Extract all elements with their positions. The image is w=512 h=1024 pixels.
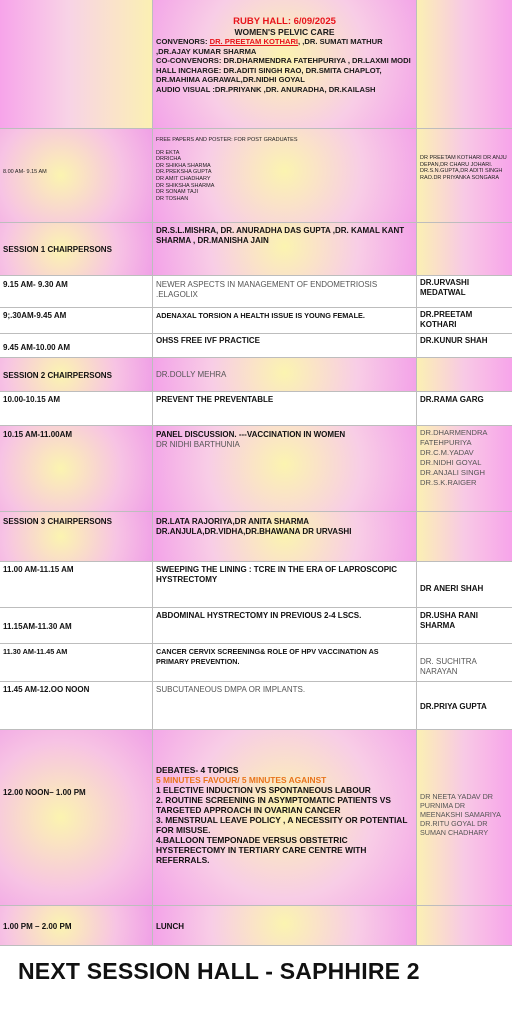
name-item: DR EKTA [156, 149, 180, 156]
co-convenors: CO-CONVENORS: DR.DHARMENDRA FATEHPURIYA , DR.LAXMI MODI [156, 56, 411, 66]
speaker-label: DR.DHARMENDRA FATEHPURIYA DR.C.M.YADAV DR.NIDHI GOYAL DR.ANJALI SINGH DR.S.K.RAIGER [420, 428, 488, 487]
time-label: 11.15AM-11.30 AM [3, 622, 72, 631]
debates-row [0, 730, 512, 906]
topic-label: PANEL DISCUSSION. ---VACCINATION IN WOMEN [156, 430, 346, 439]
topic-label: DR.LATA RAJORIYA,DR ANITA SHARMA DR.ANJULA,DR.VIDHA,DR.BHAWANA DR URVASHI [156, 517, 352, 536]
convenors: CONVENORS: DR. PREETAM KOTHARI, ,DR. SUMATI MATHUR ,DR.AJAY KUMAR SHARMA [156, 37, 383, 56]
time-label: 9;.30AM-9.45 AM [3, 311, 67, 320]
time-label: 12.00 NOON– 1.00 PM [3, 788, 86, 797]
lunch-row [0, 906, 512, 946]
name-item: DR SHIKSHA SHARMA [156, 182, 215, 189]
speaker-label: DR.KUNUR SHAH [420, 336, 488, 345]
table-row [0, 334, 512, 358]
name-item: DR TOSHAN [156, 195, 189, 202]
speaker-label: DR.PRIYA GUPTA [420, 702, 487, 711]
topic-label: PREVENT THE PREVENTABLE [156, 395, 274, 404]
table-row [0, 562, 512, 608]
table-row [0, 512, 512, 562]
time-label: 9.15 AM- 9.30 AM [3, 280, 68, 289]
table-row [0, 223, 512, 276]
header-center-cell [153, 0, 417, 128]
topic-label: SWEEPING THE LINING : TCRE IN THE ERA OF LAPROSCOPIC HYSTRECTOMY [156, 565, 398, 584]
time-label: 1.00 PM – 2.00 PM [3, 922, 72, 931]
time-label: SESSION 1 CHAIRPERSONS [3, 245, 112, 254]
topic-label: OHSS FREE IVF PRACTICE [156, 336, 261, 345]
audio-visual: AUDIO VISUAL :DR.PRIYANK ,DR. ANURADHA, DR.KAILASH [156, 84, 376, 94]
table-row [0, 608, 512, 644]
debate-topic: 1 ELECTIVE INDUCTION VS SPONTANEOUS LABOUR [156, 785, 371, 795]
header-left-cell [0, 0, 153, 128]
session-title: WOMEN'S PELVIC CARE [234, 27, 335, 37]
speaker-label: DR. SUCHITRA NARAYAN [420, 657, 477, 676]
table-row [0, 644, 512, 682]
table-row [0, 426, 512, 512]
table-row [0, 358, 512, 392]
name-item: DR SHIKHA SHARMA [156, 162, 211, 169]
name-item: DRRICHA [156, 156, 182, 163]
judges-cell [417, 129, 512, 222]
table-row [0, 308, 512, 334]
judges-list: DR PREETAM KOTHARI DR ANJU DEPAN,DR CHARU JOHARI. DR.S.N.GUPTA,DR ADITI SINGH RAO.DR PRIYANKA SONGARA [420, 155, 507, 181]
debates-subtitle: 5 MINUTES FAVOUR/ 5 MINUTES AGAINST [156, 775, 327, 785]
speaker-label: DR ANERI SHAH [420, 584, 484, 593]
name-item: DR SONAM TAJI [156, 189, 198, 196]
topic-label: DR.DOLLY MEHRA [156, 370, 227, 379]
free-papers-title: FREE PAPERS AND POSTER: FOR POST GRADUATES [156, 137, 298, 143]
convenor-highlight: DR. PREETAM KOTHARI [209, 37, 299, 46]
time-label: 11.00 AM-11.15 AM [3, 565, 74, 574]
name-item: DR AMIT CHADHARY [156, 175, 211, 182]
lunch-label: LUNCH [156, 922, 184, 931]
debates-title: DEBATES- 4 TOPICS [156, 765, 239, 775]
time-label: 10.00-10.15 AM [3, 395, 61, 404]
debate-topic: 3. MENSTRUAL LEAVE POLICY , A NECESSITY OR POTENTIAL FOR MISUSE. [156, 815, 408, 835]
time-label: 8.00 AM- 9.15 AM [3, 169, 47, 175]
moderator-label: DR NIDHI BARTHUNIA [156, 440, 240, 449]
time-label: 11.45 AM-12.OO NOON [3, 685, 90, 694]
time-label: 11.30 AM-11.45 AM [3, 647, 68, 656]
topic-cell [153, 129, 417, 222]
topic-label: NEWER ASPECTS IN MANAGEMENT OF ENDOMETRIOSIS .ELAGOLIX [156, 280, 378, 299]
time-label: SESSION 3 CHAIRPERSONS [3, 517, 112, 526]
topic-label: SUBCUTANEOUS DMPA OR IMPLANTS. [156, 685, 306, 694]
time-cell [0, 129, 153, 222]
debate-topic: 2. ROUTINE SCREENING IN ASYMPTOMATIC PATIENTS VS TARGETED APPROACH IN OVARIAN CANCER [156, 795, 391, 815]
table-row [0, 276, 512, 308]
time-label: 10.15 AM-11.00AM [3, 430, 73, 439]
speaker-label: DR.RAMA GARG [420, 395, 484, 404]
header-row [0, 0, 512, 129]
table-row [0, 392, 512, 426]
hall-incharge: HALL INCHARGE: DR.ADITI SINGH RAO, DR.SMITA CHAPLOT, DR.MAHIMA AGRAWAL,DR.NIDHI GOYAL [156, 65, 382, 85]
hall-title: RUBY HALL: 6/09/2025 [233, 16, 336, 27]
next-session-banner: NEXT SESSION HALL - SAPHHIRE 2 [18, 958, 420, 984]
speaker-label: DR NEETA YADAV DR PURNIMA DR MEENAKSHI SAMARIYA DR.RITU GOYAL DR SUMAN CHADHARY [420, 792, 501, 837]
speaker-label: DR.PREETAM KOTHARI [420, 310, 473, 329]
speaker-label: DR.USHA RANI SHARMA [420, 611, 478, 630]
header-right-cell [417, 0, 512, 128]
topic-label: CANCER CERVIX SCREENING& ROLE OF HPV VACCINATION AS PRIMARY PREVENTION. [156, 647, 379, 666]
debate-topic: 4.BALLOON TEMPONADE VERSUS OBSTETRIC HYSTERECTOMY IN TERTIARY CARE CENTRE WITH REFERRALS. [156, 835, 367, 865]
topic-label: ADENAXAL TORSION A HEALTH ISSUE IS YOUNG FEMALE. [156, 311, 365, 320]
table-row [0, 682, 512, 730]
name-item: DR.PREKSHA GUPTA [156, 169, 212, 176]
topic-label: ABDOMINAL HYSTRECTOMY IN PREVIOUS 2-4 LSCS. [156, 611, 362, 620]
time-label: SESSION 2 CHAIRPERSONS [3, 371, 112, 380]
speaker-label: DR.URVASHI MEDATWAL [420, 278, 470, 297]
time-label: 9.45 AM-10.00 AM [3, 343, 70, 352]
topic-label: DR.S.L.MISHRA, DR. ANURADHA DAS GUPTA ,DR. KAMAL KANT SHARMA , DR.MANISHA JAIN [156, 226, 405, 245]
free-papers-row [0, 129, 512, 223]
